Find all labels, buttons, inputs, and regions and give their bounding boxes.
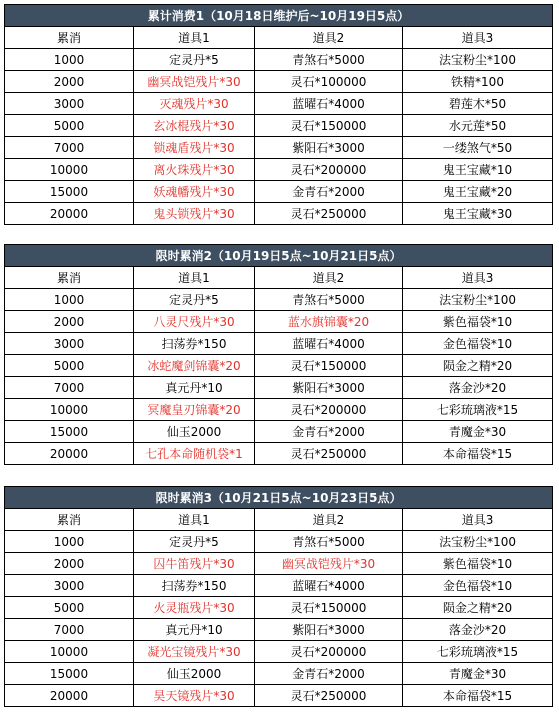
reward-item-cell: 青煞石*5000 xyxy=(255,289,403,311)
threshold-cell: 5000 xyxy=(5,355,134,377)
threshold-cell: 20000 xyxy=(5,203,134,225)
reward-item-cell: 真元丹*10 xyxy=(134,619,255,641)
reward-item-cell: 灵石*200000 xyxy=(255,159,403,181)
table-row xyxy=(5,71,553,93)
reward-item-cell: 灵石*200000 xyxy=(255,399,403,421)
reward-item-cell: 鬼头锁残片*30 xyxy=(134,203,255,225)
reward-item-cell: 鬼王宝藏*10 xyxy=(403,159,553,181)
threshold-cell: 7000 xyxy=(5,137,134,159)
table-title-row xyxy=(5,487,553,509)
threshold-cell: 3000 xyxy=(5,575,134,597)
reward-item-cell: 金青石*2000 xyxy=(255,421,403,443)
reward-item-cell: 金青石*2000 xyxy=(255,181,403,203)
threshold-cell: 1000 xyxy=(5,49,134,71)
threshold-cell: 20000 xyxy=(5,685,134,707)
reward-item-cell: 灵石*150000 xyxy=(255,355,403,377)
reward-item-cell: 妖魂幡残片*30 xyxy=(134,181,255,203)
table-row xyxy=(5,355,553,377)
column-header: 道具2 xyxy=(255,27,403,49)
column-header: 道具1 xyxy=(134,267,255,289)
threshold-cell: 20000 xyxy=(5,443,134,465)
reward-item-cell: 水元莲*50 xyxy=(403,115,553,137)
reward-item-cell: 青煞石*5000 xyxy=(255,49,403,71)
reward-item-cell: 法宝粉尘*100 xyxy=(403,531,553,553)
reward-table-2 xyxy=(4,244,552,465)
reward-item-cell: 陨金之精*20 xyxy=(403,597,553,619)
reward-item-cell: 灵石*250000 xyxy=(255,685,403,707)
reward-item-cell: 灵石*200000 xyxy=(255,641,403,663)
table-row xyxy=(5,115,553,137)
reward-item-cell: 灭魂残片*30 xyxy=(134,93,255,115)
reward-item-cell: 鬼王宝藏*20 xyxy=(403,181,553,203)
reward-item-cell: 本命福袋*15 xyxy=(403,443,553,465)
reward-item-cell: 法宝粉尘*100 xyxy=(403,289,553,311)
column-header: 累消 xyxy=(5,267,134,289)
reward-item-cell: 一缕煞气*50 xyxy=(403,137,553,159)
reward-item-cell: 铁精*100 xyxy=(403,71,553,93)
reward-item-cell: 玄冰棍残片*30 xyxy=(134,115,255,137)
reward-item-cell: 定灵丹*5 xyxy=(134,289,255,311)
reward-item-cell: 七彩琉璃液*15 xyxy=(403,399,553,421)
threshold-cell: 10000 xyxy=(5,641,134,663)
reward-item-cell: 鬼王宝藏*30 xyxy=(403,203,553,225)
reward-table-1 xyxy=(4,4,552,225)
reward-item-cell: 陨金之精*20 xyxy=(403,355,553,377)
column-header: 道具1 xyxy=(134,509,255,531)
threshold-cell: 2000 xyxy=(5,71,134,93)
table-row xyxy=(5,289,553,311)
column-header: 累消 xyxy=(5,27,134,49)
table-title-row xyxy=(5,5,553,27)
column-header: 累消 xyxy=(5,509,134,531)
reward-item-cell: 青魔金*30 xyxy=(403,663,553,685)
reward-item-cell: 蓝水旗锦囊*20 xyxy=(255,311,403,333)
reward-item-cell: 扫荡券*150 xyxy=(134,333,255,355)
table-row xyxy=(5,181,553,203)
reward-item-cell: 蓝曜石*4000 xyxy=(255,575,403,597)
reward-table xyxy=(4,4,553,225)
reward-item-cell: 灵石*250000 xyxy=(255,443,403,465)
threshold-cell: 7000 xyxy=(5,619,134,641)
table-row xyxy=(5,597,553,619)
reward-item-cell: 昊天镜残片*30 xyxy=(134,685,255,707)
reward-item-cell: 本命福袋*15 xyxy=(403,685,553,707)
threshold-cell: 2000 xyxy=(5,311,134,333)
reward-table xyxy=(4,486,553,707)
table-row xyxy=(5,93,553,115)
reward-item-cell: 仙玉2000 xyxy=(134,421,255,443)
table-row xyxy=(5,443,553,465)
reward-item-cell: 落金沙*20 xyxy=(403,377,553,399)
reward-item-cell: 冰蛇魔剑锦囊*20 xyxy=(134,355,255,377)
reward-item-cell: 法宝粉尘*100 xyxy=(403,49,553,71)
reward-item-cell: 金色福袋*10 xyxy=(403,333,553,355)
reward-item-cell: 凝光宝镜残片*30 xyxy=(134,641,255,663)
reward-item-cell: 青煞石*5000 xyxy=(255,531,403,553)
table-row xyxy=(5,641,553,663)
threshold-cell: 3000 xyxy=(5,93,134,115)
reward-item-cell: 扫荡券*150 xyxy=(134,575,255,597)
threshold-cell: 15000 xyxy=(5,181,134,203)
reward-item-cell: 灵石*100000 xyxy=(255,71,403,93)
threshold-cell: 7000 xyxy=(5,377,134,399)
column-header: 道具3 xyxy=(403,267,553,289)
reward-table-3 xyxy=(4,486,552,707)
reward-item-cell: 灵石*150000 xyxy=(255,597,403,619)
table-row xyxy=(5,619,553,641)
table-row xyxy=(5,421,553,443)
threshold-cell: 5000 xyxy=(5,115,134,137)
reward-item-cell: 金色福袋*10 xyxy=(403,575,553,597)
threshold-cell: 3000 xyxy=(5,333,134,355)
reward-item-cell: 紫色福袋*10 xyxy=(403,553,553,575)
table-header-row xyxy=(5,509,553,531)
reward-item-cell: 紫阳石*3000 xyxy=(255,137,403,159)
table-row xyxy=(5,203,553,225)
reward-item-cell: 仙玉2000 xyxy=(134,663,255,685)
table-row xyxy=(5,137,553,159)
table-row xyxy=(5,311,553,333)
reward-item-cell: 紫阳石*3000 xyxy=(255,619,403,641)
table-row xyxy=(5,575,553,597)
table-row xyxy=(5,399,553,421)
reward-item-cell: 幽冥战铠残片*30 xyxy=(255,553,403,575)
reward-item-cell: 落金沙*20 xyxy=(403,619,553,641)
table-row xyxy=(5,377,553,399)
threshold-cell: 10000 xyxy=(5,399,134,421)
column-header: 道具1 xyxy=(134,27,255,49)
reward-item-cell: 紫色福袋*10 xyxy=(403,311,553,333)
column-header: 道具2 xyxy=(255,267,403,289)
column-header: 道具2 xyxy=(255,509,403,531)
threshold-cell: 1000 xyxy=(5,289,134,311)
threshold-cell: 2000 xyxy=(5,553,134,575)
table-row xyxy=(5,333,553,355)
table-row xyxy=(5,685,553,707)
reward-item-cell: 蓝曜石*4000 xyxy=(255,333,403,355)
table-row xyxy=(5,159,553,181)
reward-item-cell: 灵石*150000 xyxy=(255,115,403,137)
threshold-cell: 15000 xyxy=(5,663,134,685)
reward-item-cell: 真元丹*10 xyxy=(134,377,255,399)
reward-table xyxy=(4,244,553,465)
table-title: 限时累消2（10月19日5点~10月21日5点） xyxy=(5,245,553,267)
reward-item-cell: 八灵尺残片*30 xyxy=(134,311,255,333)
threshold-cell: 5000 xyxy=(5,597,134,619)
reward-item-cell: 火灵瓶残片*30 xyxy=(134,597,255,619)
threshold-cell: 10000 xyxy=(5,159,134,181)
reward-item-cell: 幽冥战铠残片*30 xyxy=(134,71,255,93)
table-row xyxy=(5,553,553,575)
table-title: 累计消费1（10月18日维护后~10月19日5点） xyxy=(5,5,553,27)
reward-item-cell: 定灵丹*5 xyxy=(134,531,255,553)
table-title: 限时累消3（10月21日5点~10月23日5点） xyxy=(5,487,553,509)
reward-item-cell: 七彩琉璃液*15 xyxy=(403,641,553,663)
table-row xyxy=(5,663,553,685)
table-row xyxy=(5,49,553,71)
reward-item-cell: 碧莲木*50 xyxy=(403,93,553,115)
column-header: 道具3 xyxy=(403,509,553,531)
table-header-row xyxy=(5,267,553,289)
table-row xyxy=(5,531,553,553)
table-title-row xyxy=(5,245,553,267)
column-header: 道具3 xyxy=(403,27,553,49)
reward-item-cell: 定灵丹*5 xyxy=(134,49,255,71)
reward-item-cell: 七孔本命随机袋*1 xyxy=(134,443,255,465)
threshold-cell: 15000 xyxy=(5,421,134,443)
reward-item-cell: 紫阳石*3000 xyxy=(255,377,403,399)
reward-item-cell: 离火珠残片*30 xyxy=(134,159,255,181)
table-header-row xyxy=(5,27,553,49)
reward-item-cell: 金青石*2000 xyxy=(255,663,403,685)
reward-item-cell: 锁魂盾残片*30 xyxy=(134,137,255,159)
reward-item-cell: 灵石*250000 xyxy=(255,203,403,225)
reward-item-cell: 囚牛笛残片*30 xyxy=(134,553,255,575)
threshold-cell: 1000 xyxy=(5,531,134,553)
reward-item-cell: 青魔金*30 xyxy=(403,421,553,443)
reward-item-cell: 蓝曜石*4000 xyxy=(255,93,403,115)
reward-item-cell: 冥魔皇刃锦囊*20 xyxy=(134,399,255,421)
